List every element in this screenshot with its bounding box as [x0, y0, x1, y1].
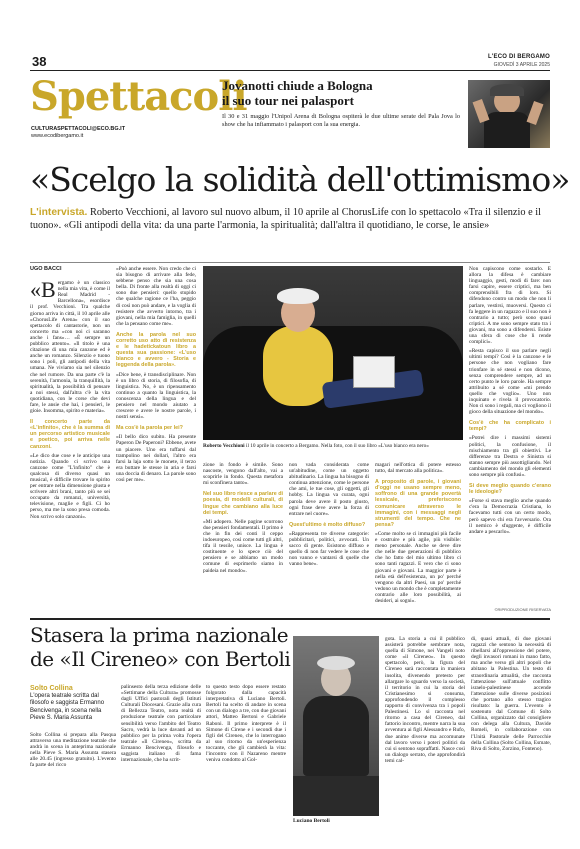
- teaser-title-1: Jovanotti chiude a Bologna: [222, 78, 373, 93]
- section-title: Spettacoli: [30, 73, 247, 120]
- main-kicker: [30, 207, 555, 232]
- newspaper-name: L'ECO DI BERGAMO: [488, 54, 550, 60]
- second-kicker-text: L'opera teatrale scritta dal filosofo e saggista Ermanno Bencivenga, in scena nella Pieve S. Maria Assunta: [30, 693, 105, 722]
- kicker-text: Roberto Vecchioni, al lavoro sul nuovo album, il 10 aprile al ChorusLife con lo spettacolo «Tra il silenzio e il tuono». «Gli antipodi della vita: da una parte l'armonia, la spiritualità; dall'altra il quotidiano, le corse, le ansie»: [30, 207, 541, 231]
- second-col5-text: di, quasi attuali, di due giovani ragazzi che sentono la necessità di ribellarsi all'oppressione del potere, degli invasori romani in mano fatto, ma anche verso gli altri popoli che abitano la Palestina. Un testo di straordinaria attualità, che racconta l'attenzione sull'attuale conflitto israelo-palestinese accende l'attenzione sulle diverse posizioni che portano allo stesso tragico risultato: la guerra. L'evento è sostenuto dal Comune di Solto Collina, organizzato dal consigliere con delega alla Cultura, Davide Romeli, in collaborazione con l'Unità Pastorale delle Parrocchie della Collina (Solto Collina, Esmate, Riva di Solto, Zorzino, Fonteno).: [471, 636, 551, 752]
- main-col-6: [469, 266, 551, 606]
- col5-text-2: «Come molto se ci immagini più facile e costruire e più agile, più visibile: meno personale. Anche se deve dire che nelle due generazioni di pubblico che ho fatto del mio ultimo libro ci sono tanti ragazzi. E vero che ci sono giovani e giovani. La maggior parte è nella età dell'esistenza, un po' perché vengono da altri Paesi, un po' perché vedono un mondo che è completamente contrario alle loro possibilità, ai desideri, ai sogni».: [375, 530, 461, 604]
- col4-text-2: «Rappresenta tre diverse categorie: pubblicitari, politici, avvocati. Un sacco di gente. Esistono diffuso e quello di non far vedere le cose che non vanno e vantarsi di quelle che vanno bene».: [289, 530, 369, 568]
- teaser-box: [222, 78, 460, 150]
- dropcap: «B: [30, 277, 56, 303]
- main-col-1: [30, 266, 110, 614]
- main-headline: «Scelgo la solidità dell'ottimismo»: [30, 160, 570, 199]
- copyright-credit: ©RIPRODUZIONE RISERVATA: [494, 607, 551, 612]
- teaser-photo: [468, 80, 550, 148]
- kicker-label: L'intervista.: [30, 207, 88, 218]
- second-col4-text: gota. La storia a cui il pubblico assisterà potrebbe sembrare nota, quella di Simone, nei Vangeli noto come «il Cireneo». In questo spettacolo, però, la figura del Cireneo sarà raccontata in maniera insolita, divenendo pretesto per allargare lo sguardo verso la società, il territorio in cui la storia del Cristianesimo si consuma, approfondendo il complesso rapporto di convivenza tra i popoli Palestinesi. Lo sì racconta nel ritorno a casa del Cireneo, dal fattorio incontro, mentre narra la sua avventura ai figli Alessandro e Rufo, due anime diverse ma accomunate dal lavoro verso i poteri politici da cui si sentono sopraffatti. Nasce così un dialogo serrato, che approfondirà temi cal-: [385, 636, 465, 764]
- col6-text-4: «Forse sì stava meglio anche quando c'era la Democrazia Cristiana, lo facevamo tutti con un certo modo, però sapevo chi era l'avversario. Ora il nemico è sfuggente, è difficile andare a pescarlo».: [469, 498, 551, 535]
- second-col2-text: palinsesto della terza edizione delle «Settimane della Cultura» promosse dagli Uffici pastorali degli Istituti Culturali Diocesani. Grazie alla cura di Bellezza Teatro, nota realtà di produzione teatrale con particolare sensibilità verso l'ambito del Teatro Sacro, vedrà la luce davanti ad un pubblico per la prima volta l'opera teatrale «Il Cireneo», scritta da Ermanno Bencivenga, filosofo e saggista italiano di fama internazionale, che ha scrit-: [121, 684, 201, 764]
- main-col-5: [375, 462, 461, 614]
- col4-text: non vada considerata come un'abitudine, come un oggetto abitudinario. La lingua ha bisogno di continua attenzione, come le persone che ami, le tue cose, gli oggetti, gli hobby. La lingua va curata, ogni parola deve avere il posto giusto, ogni frase deve avere la forza di entrare nel cuore».: [289, 462, 369, 517]
- bertoli-photo: [293, 636, 379, 816]
- section-website[interactable]: www.ecodibergamo.it: [31, 133, 84, 139]
- section-email[interactable]: CULTURASPETTACOLI@ECO.BG.IT: [31, 126, 126, 132]
- col4-subhead: Quest'ultimo è molto diffuso?: [289, 521, 366, 528]
- second-col-1: [30, 732, 116, 824]
- col6-subhead: Cos'è che ha complicato i tempi?: [469, 420, 551, 433]
- col1-text-2: «Le dico due cose e le anticipo una notizia. Quando ci scrivo una canzone come "L'infinito" che è qualcosa di diverso quasi un musical, è difficile trovare lo spirito per entrare nella dimensione giusta e scrivere altri brani, tanto più se sei occupato da romanzi, università, televisione, maglie e figli. Ci ho perso, ma me la sono presa comoda. Non scrivo solo canzoni».: [30, 452, 110, 520]
- second-headline-1: Stasera la prima nazionale: [30, 623, 289, 647]
- teaser-title-2: il suo tour nei palasport: [222, 93, 354, 108]
- second-headline: [30, 623, 320, 671]
- col6-subhead-2: Si deve meglio quando c'erano le ideologie?: [469, 483, 551, 496]
- page-number: 38: [32, 54, 47, 69]
- second-kicker: [30, 684, 116, 723]
- byline: UGO BACCI: [30, 266, 62, 272]
- col6-text: Non capiscono come sostarlo. E allora la difesa è cambiare linguaggio, gesti, modi di fare: non farsi capire, essere criptici, ma ben comprensibili fra di loro. Si difendono contro un modo che non li parlare, vestirsi, muoversi. Questo ci fa leggere in un ragazzo e il suo non è contrario a tutto; però sono quasi criptici. A me sono sempre stato tra i giovani, ma sono a difendersi. Esiste una sfera di cose che li rende complici».: [469, 266, 551, 346]
- second-kicker-label: Solto Collina: [30, 685, 73, 692]
- main-col-4: [289, 462, 369, 614]
- col2-text-3: «Il bello dico subito. Ha presente Paperon De Paperoni? Ebbene, avete un piacere. Uno era tuffarsi dal trampolino nei dollari, l'altro era farsi la laja sotto le monete, il terzo era buttare le stesse in aria e farsi una doccia di denaro. La parole sono così per me».: [116, 434, 196, 483]
- caption-name: Roberto Vecchioni: [203, 443, 245, 449]
- second-col-5: [471, 636, 551, 824]
- col2-text: «Può anche essere. Non credo che ci sia bisogno di arrivare alla fede, sebbene penso che sia una cosa bella. Di fronte alla realtà di oggi ci sono due pensieri: quello stupido che qualche ragione ce l'ha, peggio di così non può andare, e la voglia di resistere che avverto intorno, tra i giovani, nella mia famiglia, in quelli che la pensano come me».: [116, 266, 196, 327]
- second-col-4: [385, 636, 465, 824]
- col3-subhead: Nel suo libro riesce a parlare di poesia, di modelli culturali, di lingue che cambiano alla luce dei tempi.: [203, 491, 283, 516]
- second-col1-text: Solto Collina si prepara alla Pasqua attraverso una meditazione teatrale che andrà in scena in anteprima nazionale nella Pieve S. Maria Assunta stasera alle 20.45 (ingresso gratuito). L'evento fa parte del ricco: [30, 732, 116, 769]
- col1-text: ergamo è un classico nella mia vita, è come il Real Madrid - Barcellona», esordisce il prof. Vecchioni. Tra qualche giorno arriva in città, il 10 aprile alle «ChorusLife Arena» con il suo spettacolo di cantastorie, non un concerto ma «con noi ci saranno anche i fans»… «È sempre un pubblico attento». «Il titolo è una citazione di una mia canzone ed è anche un romanzo. Silenzio e tuono sono i poli, gli antipodi della vita umana. Ne viviamo sia nel silenzio che nel rumore. Da una parte c'è la serenità, l'armonia, la tranquillità, la spiritualità, la possibilità di pensare a noi stessi, dall'altra c'è la vita quotidiana, con le corse che devi fare, le ansie che hai, i pensieri, le gioie. Insomma, spirito e materia».: [30, 280, 110, 415]
- col5-subhead: A proposito di parole, i giovani d'oggi ne usano sempre meno, soffrono di una grande povertà lessicale, preferiscono comunicare attraverso le immagini, con i messaggi negli strumenti del tempo. Che ne pensa?: [375, 479, 461, 528]
- second-col-3: [206, 684, 286, 824]
- teaser-body: Il 30 e 31 maggio l'Unipol Arena di Bologna ospiterà le due ultime serate del Pala Jova lo show che ha infiammato i palasport con la sua energia.: [222, 113, 460, 128]
- col5-text: magari nell'ottica di potere estesso tutto, dal mercato alla politica».: [375, 462, 461, 475]
- col2-subhead-2: Ma cos'è la parola per lei?: [116, 425, 183, 432]
- second-col3-text: to questo testo dopo essere restato folgorato dalla capacità interpretativa di Luciano Bertoli. Bertoli ha scelto di andare in scena con un dialogo a tre, con due giovani attori, Matteo Bertoni e Gabriele Raboni. Il primo interprete è il Simone di Cirene e i secondi due i figli del Cireneo, che lo interrogano al suo ritorno da un'esperienza toccante, che gli cambierà la vita: l'incontro con il Nazareno mentre veniva condotto al Gol-: [206, 684, 286, 764]
- col2-subhead: Anche la parola nel suo corretto uso atto di resistenza e le hadetickatoun libro a questa sua passione: «L'uso bianco e avvero - Storia e leggenda della parola».: [116, 331, 196, 369]
- second-headline-2: de «Il Cireneo» con Bertoli: [30, 647, 291, 671]
- vecchioni-photo: [203, 266, 463, 440]
- col2-text-2: «Dice bene, è transdisciplinare. Non è un libro di storia, di filosofia, di linguistica. No, è un ripensamento continuo a quanto la linguistica, la conoscenza della lingua e del pensiero nel mondo aiutato a crescere e avere le nostre parole, i nostri sensi».: [116, 371, 196, 421]
- col6-text-3: «Potrei dire i massimi sistemi politici, la confusione, il mischiamento tra gli obiettivi. Le differenze tra Destra e Sinistra si stanno sempre più assottigliando. Nel cambiamento del mondo gli elementi sono sempre più confusi».: [469, 435, 551, 478]
- issue-date: GIOVEDÌ 3 APRILE 2025: [493, 62, 550, 68]
- col6-text-2: «Resta capisco il suo parlare negli ultimi tempi? Così è la canzone e le persone che non vogliano fare trionfare in sé stessi e non dicono, senza comprendere sempre, ad un certo punto le loro parole. Ha sempre attribuito a sé come «mi prendo quello che voglio». Uno non inquinato e rivela il provocatorio. Non ci sono i regali, ma ci vogliono il gioco della situazione del mondo».: [469, 348, 551, 416]
- photo-caption: [203, 443, 463, 449]
- col3-text: zione in fondo è simile. Sono nascoste, vengono dall'alto, vai a scoprirle in fondo. Questa metafora mi sconfinera tanto».: [203, 462, 283, 487]
- col3-text-2: «Mi adopero. Nelle pagine scorrono due pensieri fondamentali. Il primo è che in fin dei conti il ceppo indoeuropeo, così come tutti gli altri, tifa il tessile, unisce. La lingua è costituente e lo spece ciò del pensiero e se abbiamo un modo comune di esprimerlo siamo in paideia nel mondo».: [203, 518, 283, 574]
- bertoli-caption: Luciano Bertoli: [293, 818, 330, 824]
- caption-text: il 10 aprile in concerto a Bergamo. Nella foto, con il suo libro «L'uso bianco era nero»: [245, 443, 429, 449]
- main-col-2: [116, 266, 196, 614]
- second-col-2: [121, 684, 201, 824]
- main-col-3: [203, 462, 283, 614]
- col1-subhead: Il concerto parte da «L'infinito», che è la summa di un percorso artistico musicale e poetico, poi arriva nelle canzoni.: [30, 419, 110, 450]
